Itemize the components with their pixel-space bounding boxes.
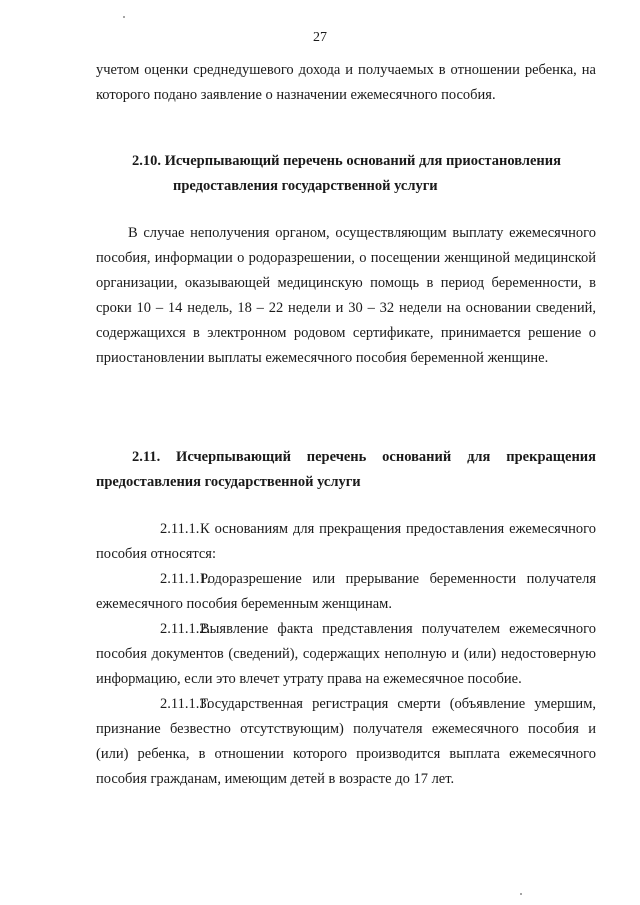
section-2-11 bbox=[96, 445, 596, 792]
intro-block bbox=[96, 58, 596, 108]
list-item bbox=[96, 692, 596, 792]
item-text: Выявление факта представления получателем ежемесячного пособия документов (сведений), содержащих неполную и (или) недостоверную информацию, если это влечет утрату права на ежемесячное пособие. bbox=[96, 621, 596, 687]
section-2-10-title-cont bbox=[96, 174, 596, 199]
item-number: 2.11.1.2. bbox=[160, 621, 211, 637]
section-2-11-items bbox=[96, 517, 596, 792]
page-number: 27 bbox=[313, 30, 327, 45]
item-text: Родоразрешение или прерывание беременности получателя ежемесячного пособия беременным женщинам. bbox=[96, 571, 596, 612]
scan-speck bbox=[123, 16, 125, 18]
intro-paragraph: учетом оценки среднедушевого дохода и получаемых в отношении ребенка, на которого подано заявление о назначении ежемесячного пособия. bbox=[96, 62, 596, 103]
item-text: К основаниям для прекращения предоставления ежемесячного пособия относятся: bbox=[96, 521, 596, 562]
item-number: 2.11.1.1. bbox=[160, 571, 211, 587]
section-2-10-body: В случае неполучения органом, осуществляющим выплату ежемесячного пособия, информации о родоразрешении, о посещении женщиной медицинской организации, оказывающей медицинскую помощь в период беременности, в сроки 10 – 14 недель, 18 – 22 недели и 30 – 32 недели на основании сведений, содержащихся в электронном родовом сертификате, принимается решение о приостановлении выплаты ежемесячного пособия беременной женщине. bbox=[96, 225, 596, 366]
list-item bbox=[96, 617, 596, 692]
list-item bbox=[96, 517, 596, 567]
item-number: 2.11.1.3. bbox=[160, 696, 211, 712]
section-2-11-title: 2.11. Исчерпывающий перечень оснований для прекращения предоставления государственной услуги bbox=[96, 449, 596, 490]
section-2-10 bbox=[96, 149, 596, 371]
section-2-10-title-line2: предоставления государственной услуги bbox=[173, 178, 438, 194]
list-item bbox=[96, 567, 596, 617]
scan-speck bbox=[520, 893, 522, 895]
section-2-10-title-line1: 2.10. Исчерпывающий перечень оснований для приостановления bbox=[132, 153, 561, 169]
section-2-10-title bbox=[96, 149, 596, 174]
item-text: Государственная регистрация смерти (объявление умершим, признание безвестно отсутствующим) получателя ежемесячного пособия и (или) ребенка, в отношении которого производится выплата ежемесячного пособия гражданам, имеющим детей в возрасте до 17 лет. bbox=[96, 696, 596, 787]
item-number: 2.11.1. bbox=[160, 521, 200, 537]
